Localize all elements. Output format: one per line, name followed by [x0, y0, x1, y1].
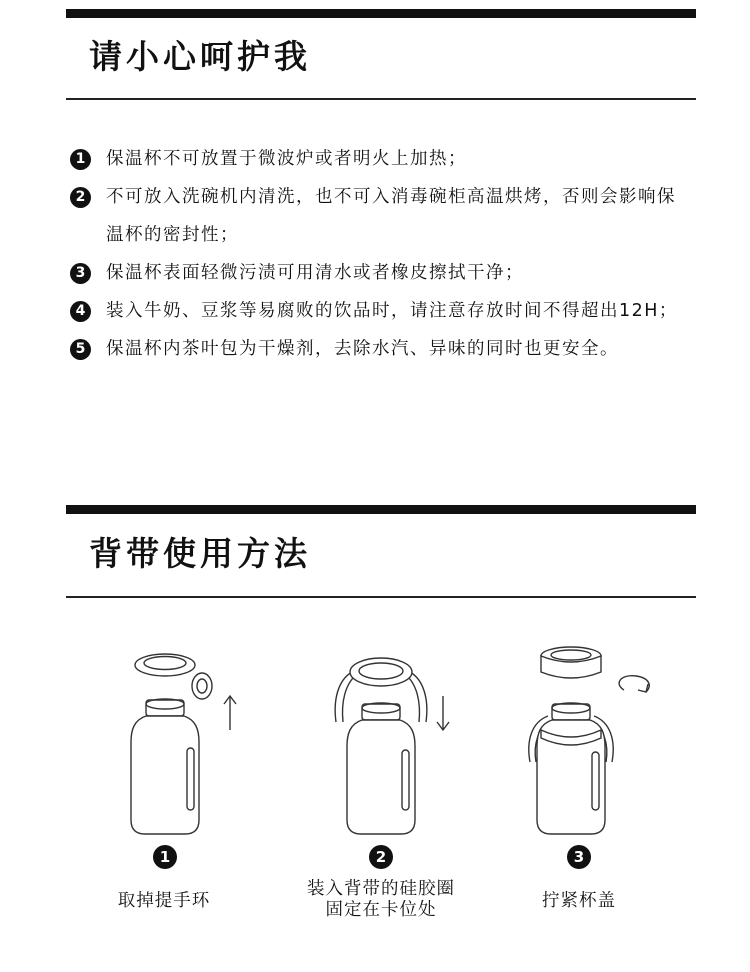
step-caption-line: 固定在卡位处 — [325, 900, 437, 920]
step-caption — [64, 891, 264, 912]
note-text: 装入牛奶、豆浆等易腐败的饮品时，请注意存放时间不得超出12H； — [106, 301, 678, 321]
number-badge: 3 — [70, 263, 91, 284]
step-caption-line: 取掉提手环 — [117, 891, 211, 911]
number-badge: 1 — [70, 149, 91, 170]
bottle-with-lid-removed-illustration — [131, 654, 236, 834]
note-text: 保温杯内茶叶包为干燥剂，去除水汽、异味的同时也更安全。 — [106, 339, 619, 359]
bottle-with-strap-ring-illustration — [335, 658, 449, 834]
note-text: 保温杯不可放置于微波炉或者明火上加热； — [106, 149, 467, 169]
step-number-badge: 3 — [567, 845, 591, 869]
step-caption-line: 拧紧杯盖 — [542, 891, 616, 911]
care-section-title: 请小心呵护我 — [89, 37, 311, 76]
step-caption — [281, 879, 481, 921]
strap-section-title: 背带使用方法 — [89, 534, 311, 573]
note-text: 不可放入洗碗机内清洗，也不可入消毒碗柜高温烘烤，否则会影响保温杯的密封性； — [106, 187, 676, 245]
number-badge: 2 — [70, 187, 91, 208]
number-badge: 5 — [70, 339, 91, 360]
step-number-badge: 2 — [369, 845, 393, 869]
note-text: 保温杯表面轻微污渍可用清水或者橡皮擦拭干净； — [106, 263, 524, 283]
bottle-tighten-cap-illustration — [529, 647, 649, 834]
step-number-badge: 1 — [153, 845, 177, 869]
step-caption-line: 装入背带的硅胶圈 — [307, 879, 455, 899]
number-badge: 4 — [70, 301, 91, 322]
step-caption — [479, 891, 679, 912]
